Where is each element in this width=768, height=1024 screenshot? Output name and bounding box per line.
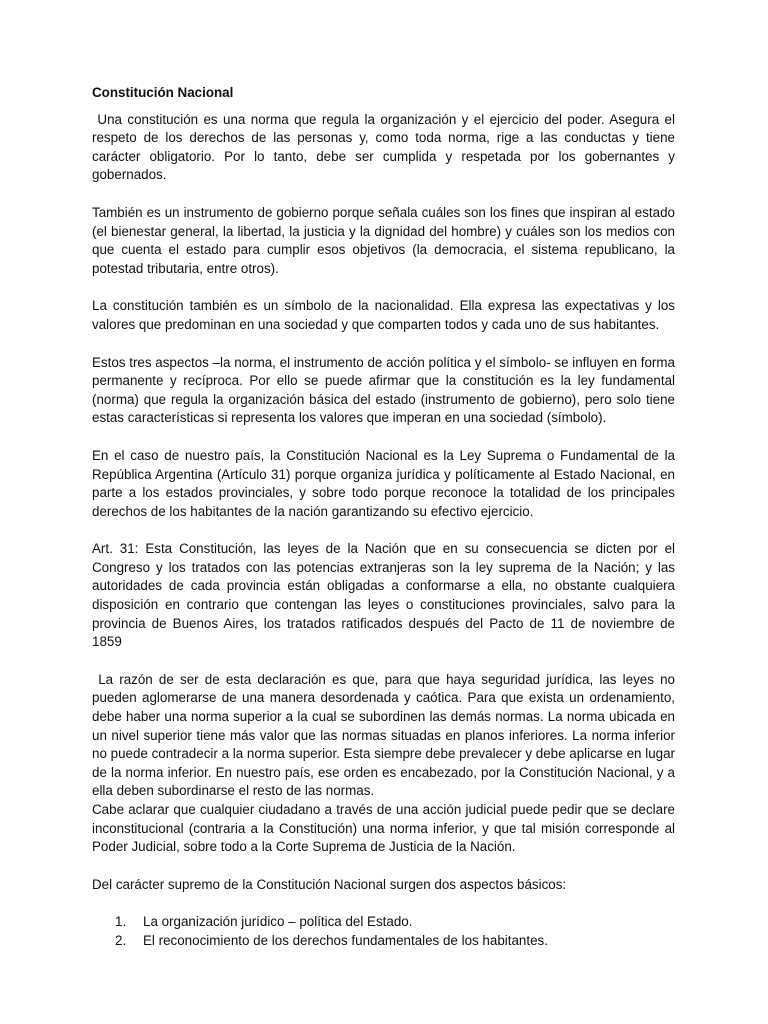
- list-item-number: 2.: [115, 932, 127, 948]
- paragraph-three-aspects: Estos tres aspectos –la norma, el instrumento de acción política y el símbolo- se influyen en forma permanente y recíproca. Por ello se puede afirmar que la constitución es la ley fundamental (norma) que regula la organización básica del estado (instrumento de gobierno), pero solo tiene estas características si representa los valores que imperan en una sociedad (símbolo).: [92, 354, 675, 426]
- list-item-number: 1.: [115, 914, 127, 930]
- paragraph-aspects-intro: Del carácter supremo de la Constitución Nacional surgen dos aspectos básicos:: [92, 876, 567, 892]
- document-page: [92, 84, 679, 951]
- paragraph-reason: La razón de ser de esta declaración es que, para que haya seguridad jurídica, las leyes no pueden aglomerarse de una manera desordenada y caótica. Para que exista un ordenamiento, debe haber una norma superior a la cual se subordinen las demás normas. La norma ubicada en un nivel superior tiene más valor que las normas situadas en planos inferiores. La norma inferior no puede contradecir a la norma superior. Esta siempre debe prevalecer y debe aplicarse en lugar de la norma inferior. En nuestro país, ese orden es encabezado, por la Constitución Nacional, y a ella deben subordinarse el resto de las normas.: [92, 671, 679, 799]
- document-title: Constitución Nacional: [92, 85, 234, 100]
- aspects-list: [92, 913, 675, 950]
- paragraph-instrument: También es un instrumento de gobierno porque señala cuáles son los fines que inspiran al estado (el bienestar general, la libertad, la justicia y la dignidad del hombre) y cuáles son los medios con que cuenta el estado para cumplir esos objetivos (la democracia, el sistema republicano, la potestad tributaria, entre otros).: [92, 204, 675, 276]
- paragraph-definition: Una constitución es una norma que regula la organización y el ejercicio del poder. Asegura el respeto de los derechos de las personas y, como toda norma, rige a las conductas y tiene carácter obligatorio. Por lo tanto, debe ser cumplida y respetada por los gobernantes y gobernados.: [92, 111, 679, 183]
- paragraph-article-31: Art. 31: Esta Constitución, las leyes de la Nación que en su consecuencia se dicten por el Congreso y los tratados con las potencias extranjeras son la ley suprema de la Nación; y las autoridades de cada provincia están obligadas a conformarse a ella, no obstante cualquiera disposición en contrario que contengan las leyes o constituciones provinciales, salvo para la provincia de Buenos Aires, los tratados ratificados después del Pacto de 11 de noviembre de 1859: [92, 541, 675, 650]
- paragraph-symbol: La constitución también es un símbolo de la nacionalidad. Ella expresa las expectativas y los valores que predominan en una sociedad y que comparten todos y cada uno de sus habitantes.: [92, 298, 675, 332]
- paragraph-unconstitutional: Cabe aclarar que cualquier ciudadano a través de una acción judicial puede pedir que se declare inconstitucional (contraria a la Constitución) una norma inferior, y que tal misión corresponde al Poder Judicial, sobre todo a la Corte Suprema de Justicia de la Nación.: [92, 802, 675, 855]
- list-item: [92, 932, 675, 951]
- list-item-text: La organización jurídico – política del Estado.: [143, 914, 413, 930]
- paragraph-argentina: En el caso de nuestro país, la Constitución Nacional es la Ley Suprema o Fundamental de la República Argentina (Artículo 31) porque organiza jurídica y políticamente al Estado Nacional, en parte a los estados provinciales, y sobre todo porque reconoce la totalidad de los principales derechos de los habitantes de la nación garantizando su efectivo ejercicio.: [92, 447, 675, 519]
- list-item: [92, 913, 675, 932]
- list-item-text: El reconocimiento de los derechos fundamentales de los habitantes.: [143, 932, 548, 948]
